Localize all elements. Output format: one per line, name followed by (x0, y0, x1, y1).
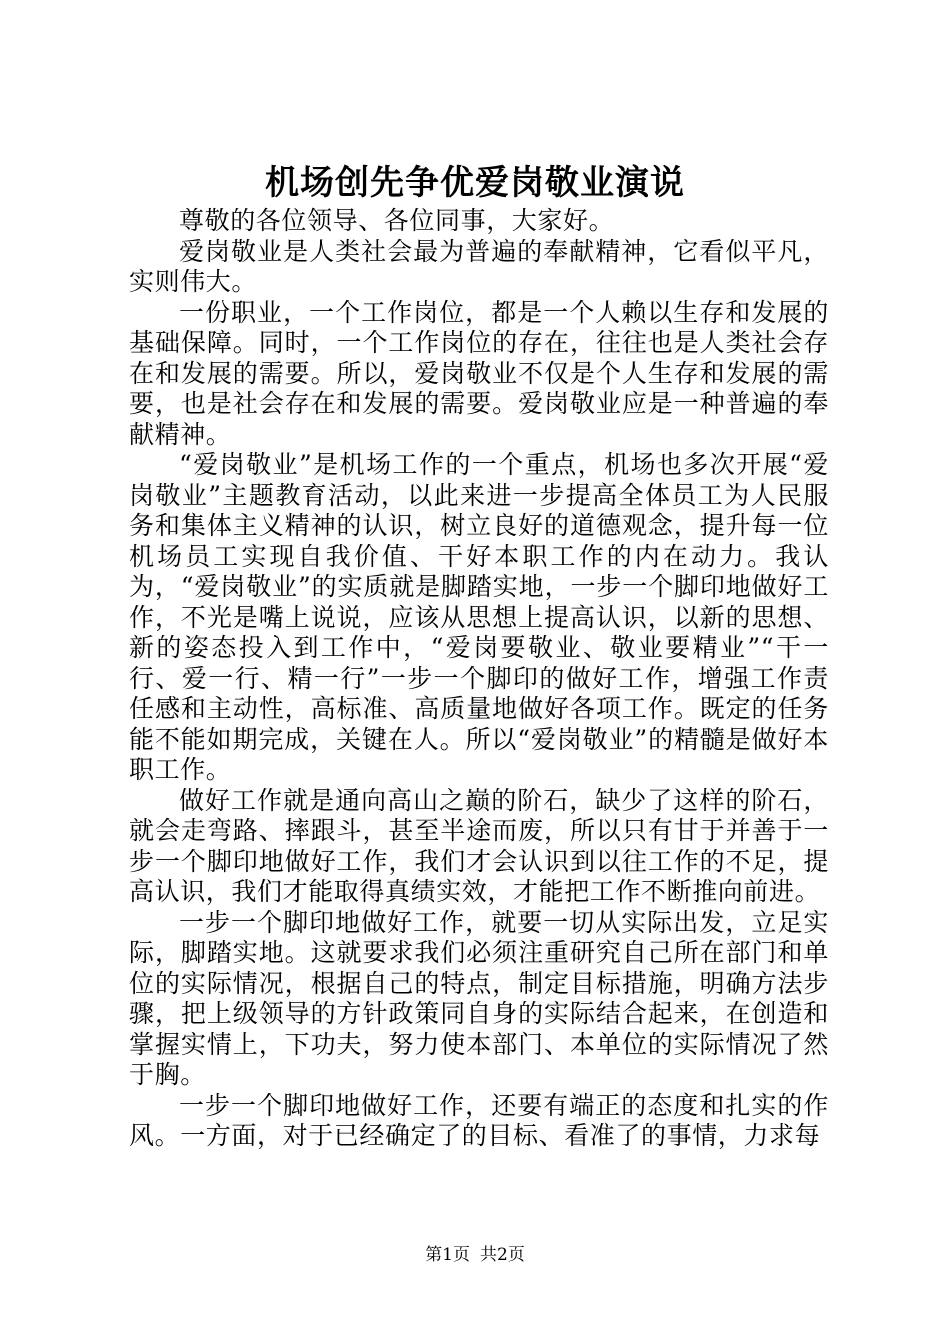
page-total: 共2页 (480, 1245, 525, 1265)
paragraph: 爱岗敬业是人类社会最为普遍的奉献精神，它看似平凡，实则伟大。 (129, 236, 829, 296)
paragraph: “爱岗敬业”是机场工作的一个重点，机场也多次开展“爱岗敬业”主题教育活动，以此来进一步提高全体员工为人民服务和集体主义精神的认识，树立良好的道德观念，提升每一位机场员工实现自我价值、干好本职工作的内在动力。我认为，“爱岗敬业”的实质就是脚踏实地，一步一个脚印地做好工作，不光是嘴上说说，应该从思想上提高认识，以新的思想、新的姿态投入到工作中，“爱岗要敬业、敬业要精业”“干一行、爱一行、精一行”一步一个脚印的做好工作，增强工作责任感和主动性，高标准、高质量地做好各项工作。既定的任务能不能如期完成，关键在人。所以“爱岗敬业”的精髓是做好本职工作。 (129, 450, 829, 784)
page-footer (0, 1244, 950, 1266)
paragraph: 做好工作就是通向高山之巅的阶石，缺少了这样的阶石，就会走弯路、摔跟斗，甚至半途而废，所以只有甘于并善于一步一个脚印地做好工作，我们才会认识到以往工作的不足，提高认识，我们才能取得真绩实效，才能把工作不断推向前进。 (129, 785, 829, 906)
page-number: 第1页 (425, 1245, 470, 1265)
paragraph: 一步一个脚印地做好工作，还要有端正的态度和扎实的作风。一方面，对于已经确定了的目标、看准了的事情，力求每 (129, 1090, 829, 1150)
paragraph: 尊敬的各位领导、各位同事，大家好。 (179, 206, 615, 235)
paragraph: 一步一个脚印地做好工作，就要一切从实际出发，立足实际，脚踏实地。这就要求我们必须注重研究自己所在部门和单位的实际情况，根据自己的特点，制定目标措施，明确方法步骤，把上级领导的方针政策同自身的实际结合起来，在创造和掌握实情上，下功夫，努力使本部门、本单位的实际情况了然于胸。 (129, 907, 829, 1089)
document-title: 机场创先争优爱岗敬业演说 (265, 163, 685, 203)
document-body (129, 206, 829, 1152)
paragraph: 一份职业，一个工作岗位，都是一个人赖以生存和发展的基础保障。同时，一个工作岗位的存在，往往也是人类社会存在和发展的需要。所以，爱岗敬业不仅是个人生存和发展的需要，也是社会存在和发展的需要。爱岗敬业应是一种普遍的奉献精神。 (129, 297, 829, 449)
